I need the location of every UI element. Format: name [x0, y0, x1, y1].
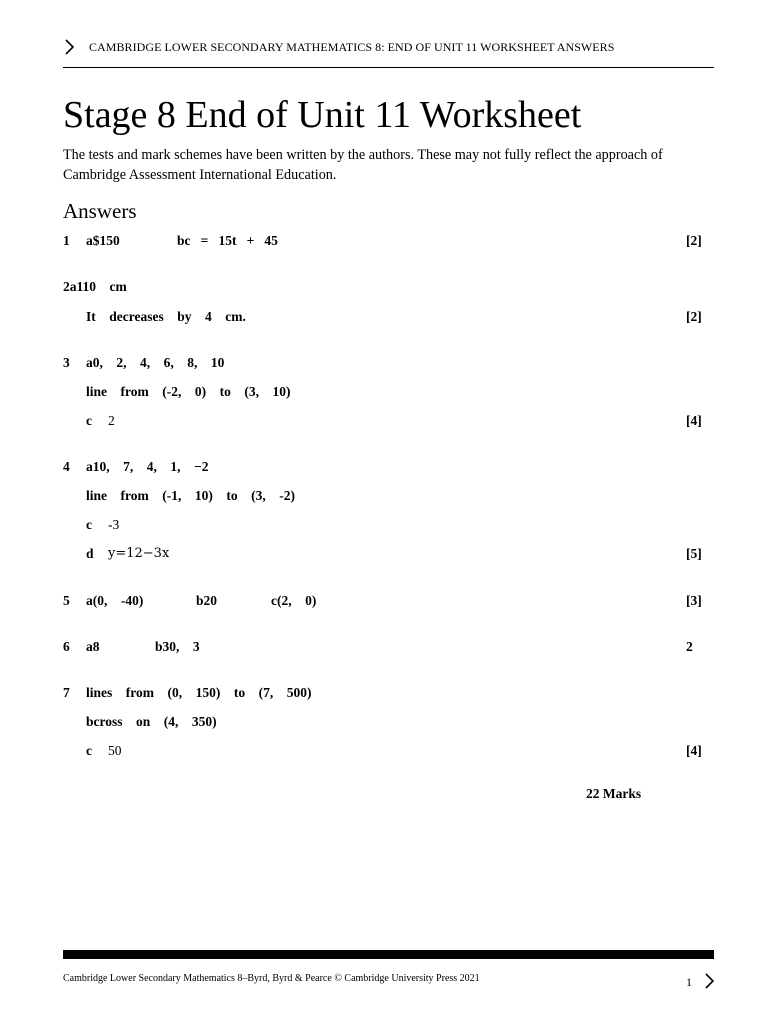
mark-6: 2	[686, 639, 693, 654]
answer-3a: a0, 2, 4, 6, 8, 10	[86, 355, 225, 370]
page-header	[63, 38, 714, 58]
footer-copyright: Cambridge Lower Secondary Mathematics 8–Byrd, Byrd & Pearce © Cambridge University Press 2021	[63, 973, 480, 984]
mark-1: [2]	[686, 233, 702, 248]
answer-3c-label: c	[86, 413, 92, 428]
chevron-right-icon[interactable]	[63, 38, 77, 56]
answer-4d-value: y=12−3x	[108, 546, 170, 561]
answer-4a: a10, 7, 4, 1, −2	[86, 459, 209, 474]
question-7-c	[0, 741, 768, 761]
question-number: 5	[63, 593, 70, 608]
question-1	[0, 231, 768, 251]
answer-2a: 2a110 cm	[63, 279, 127, 294]
question-number: 7	[63, 685, 70, 700]
answer-6b: b30, 3	[155, 639, 200, 654]
question-3-c	[0, 411, 768, 431]
mark-2: [2]	[686, 309, 702, 324]
footer-divider	[63, 950, 714, 959]
question-2	[0, 277, 768, 297]
page-title: Stage 8 End of Unit 11 Worksheet	[63, 94, 582, 136]
answer-6a: a8	[86, 639, 100, 654]
mark-7: [4]	[686, 743, 702, 758]
header-divider	[63, 67, 714, 68]
mark-4: [5]	[686, 546, 702, 561]
answer-7b: bcross on (4, 350)	[86, 714, 217, 729]
question-2-b	[0, 307, 768, 327]
answer-2b: It decreases by 4 cm.	[86, 309, 246, 324]
question-4-d	[0, 544, 768, 564]
question-6	[0, 637, 768, 657]
total-marks: 22 Marks	[586, 786, 642, 801]
header-title: CAMBRIDGE LOWER SECONDARY MATHEMATICS 8: END OF UNIT 11 WORKSHEET ANSWERS	[89, 40, 615, 54]
question-number: 3	[63, 355, 70, 370]
mark-5: [3]	[686, 593, 702, 608]
question-4-b	[0, 486, 768, 506]
answer-4c-value: -3	[108, 517, 120, 532]
answer-5b: b20	[196, 593, 218, 608]
answer-7a: lines from (0, 150) to (7, 500)	[86, 685, 312, 700]
question-3	[0, 353, 768, 373]
page-number: 1	[686, 975, 692, 989]
question-5	[0, 591, 768, 611]
answer-7c-label: c	[86, 743, 92, 758]
question-7	[0, 683, 768, 703]
intro-text: The tests and mark schemes have been written by the authors. These may not fully reflect the approach of Cambridge Assessment International Education.	[63, 147, 663, 183]
answer-1b: bc = 15t + 45	[177, 233, 278, 248]
answer-4c-label: c	[86, 517, 92, 532]
question-number: 4	[63, 459, 70, 474]
answer-4b: line from (-1, 10) to (3, -2)	[86, 488, 295, 503]
question-4-c	[0, 515, 768, 535]
question-number: 1	[63, 233, 70, 248]
chevron-right-icon[interactable]	[703, 972, 715, 990]
answer-3b: line from (-2, 0) to (3, 10)	[86, 384, 291, 399]
answer-4d-label: d	[86, 546, 94, 561]
answer-5a: a(0, -40)	[86, 593, 144, 608]
answers-heading: Answers	[63, 199, 137, 223]
answer-3c-value: 2	[108, 413, 115, 428]
mark-3: [4]	[686, 413, 702, 428]
question-7-b	[0, 712, 768, 732]
answer-1a: a$150	[86, 233, 120, 248]
answer-5c: c(2, 0)	[271, 593, 317, 608]
question-4	[0, 457, 768, 477]
question-3-b	[0, 382, 768, 402]
answer-7c-value: 50	[108, 743, 122, 758]
question-number: 6	[63, 639, 70, 654]
